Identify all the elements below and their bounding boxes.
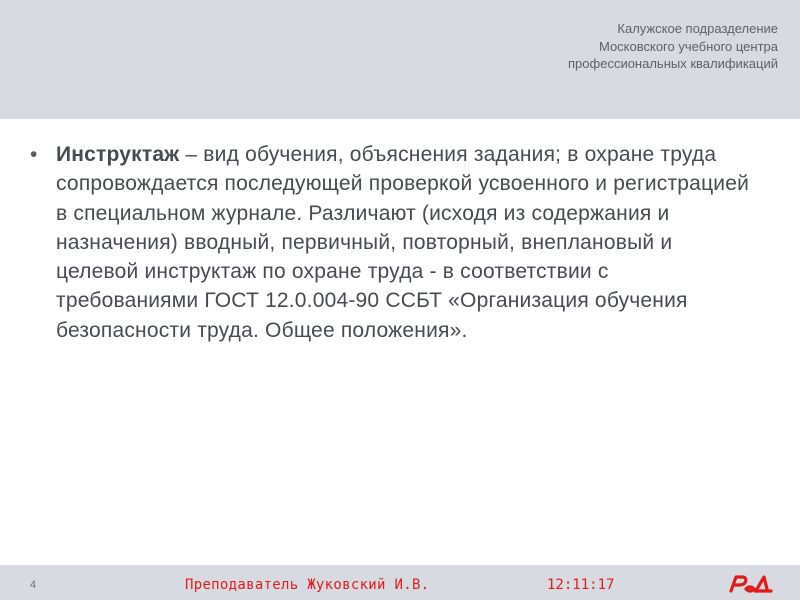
organization-name	[568, 20, 778, 73]
list-item	[30, 140, 755, 345]
header-band	[0, 0, 800, 119]
rzd-logo-icon	[728, 572, 776, 594]
time-stamp: 12:11:17	[547, 577, 615, 593]
instructor-name: Преподаватель Жуковский И.В.	[185, 577, 430, 593]
organization-line-1: Калужское подразделение	[617, 21, 778, 36]
definition-text: – вид обучения, объяснения задания; в охране труда сопровождается последующей проверкой усвоенного и регистрацией в специальном журнале. Различают (исходя из содержания и назначения) вводный, первичный, повторный, внеплановый и целевой инструктаж по охране труда - в соответствии с требованиями ГОСТ 12.0.004-90 ССБТ «Организация обучения безопасности труда. Общее положения».	[56, 143, 750, 342]
organization-line-2: Московского учебного центра	[598, 38, 778, 54]
content-list	[30, 140, 755, 345]
definition-term: Инструктаж	[56, 143, 180, 166]
bullet-icon: •	[30, 143, 38, 166]
organization-line-3: профессиональных квалификаций	[568, 56, 778, 71]
page-number: 4	[30, 579, 37, 591]
